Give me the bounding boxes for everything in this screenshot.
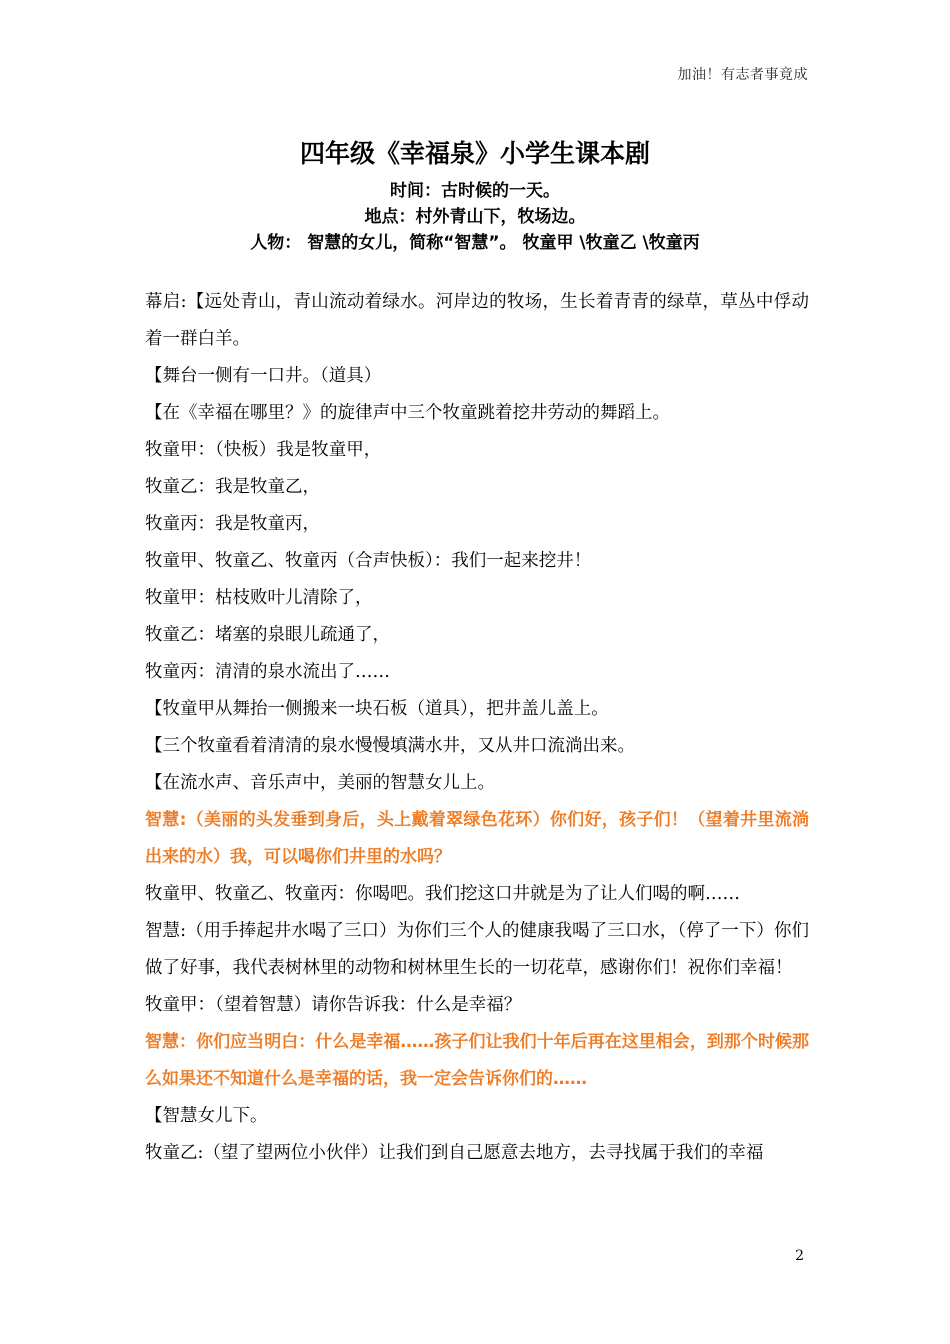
meta-place: 地点：村外青山下，牧场边。 (364, 207, 586, 227)
meta-people: 人物： 智慧的女儿，简称“智慧”。 牧童甲 \牧童乙 \牧童丙 (250, 233, 700, 253)
page-number: 2 (795, 1248, 804, 1264)
paragraph-line: 牧童丙：我是牧童丙， (145, 514, 320, 534)
paragraph-stage: 【三个牧童看着清清的泉水慢慢填满水井，又从井口流淌出来。 (145, 736, 635, 756)
paragraph-highlight: 智慧：你们应当明白：什么是幸福……孩子们让我们十年后再在这里相会，到那个时候那么如果还不知道什么是幸福的话，我一定会告诉你们的…… (145, 1032, 809, 1089)
paragraph-line: 牧童丙：清清的泉水流出了…… (145, 662, 390, 682)
script-body (145, 284, 809, 1172)
paragraph-line: 牧童乙：堵塞的泉眼儿疏通了， (145, 625, 390, 645)
meta-time: 时间：古时候的一天。 (390, 181, 560, 201)
header-motto: 加油！有志者事竟成 (677, 67, 808, 83)
paragraph-stage-dance: 【在《幸福在哪里？》的旋律声中三个牧童跳着挖井劳动的舞蹈上。 (145, 403, 670, 423)
paragraph-opening: 幕启:【远处青山，青山流动着绿水。河岸边的牧场，生长着青青的绿草，草丛中俘动着一群白羊。 (145, 292, 809, 349)
paragraph-line: 牧童甲：（望着智慧）请你告诉我：什么是幸福？ (145, 995, 522, 1015)
paragraph-highlight: 智慧:（美丽的头发垂到身后，头上戴着翠绿色花环）你们好，孩子们！（望着井里流淌出来的水）我，可以喝你们井里的水吗？ (145, 810, 809, 867)
paragraph-stage: 【在流水声、音乐声中，美丽的智慧女儿上。 (145, 773, 495, 793)
paragraph-line: 牧童乙：我是牧童乙， (145, 477, 320, 497)
paragraph-line: 牧童乙:（望了望两位小伙伴）让我们到自己愿意去地方，去寻找属于我们的幸福 (145, 1143, 764, 1163)
paragraph-line: 智慧:（用手捧起井水喝了三口）为你们三个人的健康我喝了三口水，（停了一下）你们做了好事，我代表树林里的动物和树林里生长的一切花草，感谢你们！祝你们幸福！ (145, 921, 809, 978)
paragraph-stage: 【智慧女儿下。 (145, 1106, 268, 1126)
paragraph-stage: 【牧童甲从舞抬一侧搬来一块石板（道具），把井盖儿盖上。 (145, 699, 609, 719)
paragraph-line: 牧童甲、牧童乙、牧童丙（合声快板）：我们一起来挖井！ (145, 551, 592, 571)
paragraph-line: 牧童甲：枯枝败叶儿清除了， (145, 588, 373, 608)
paragraph-stage-well: 【舞台一侧有一口井。（道具） (145, 366, 382, 386)
paragraph-line: 牧童甲、牧童乙、牧童丙：你喝吧。我们挖这口井就是为了让人们喝的啊…… (145, 884, 740, 904)
page-title: 四年级《幸福泉》小学生课本剧 (299, 139, 650, 168)
paragraph-line: 牧童甲：（快板）我是牧童甲， (145, 440, 382, 460)
